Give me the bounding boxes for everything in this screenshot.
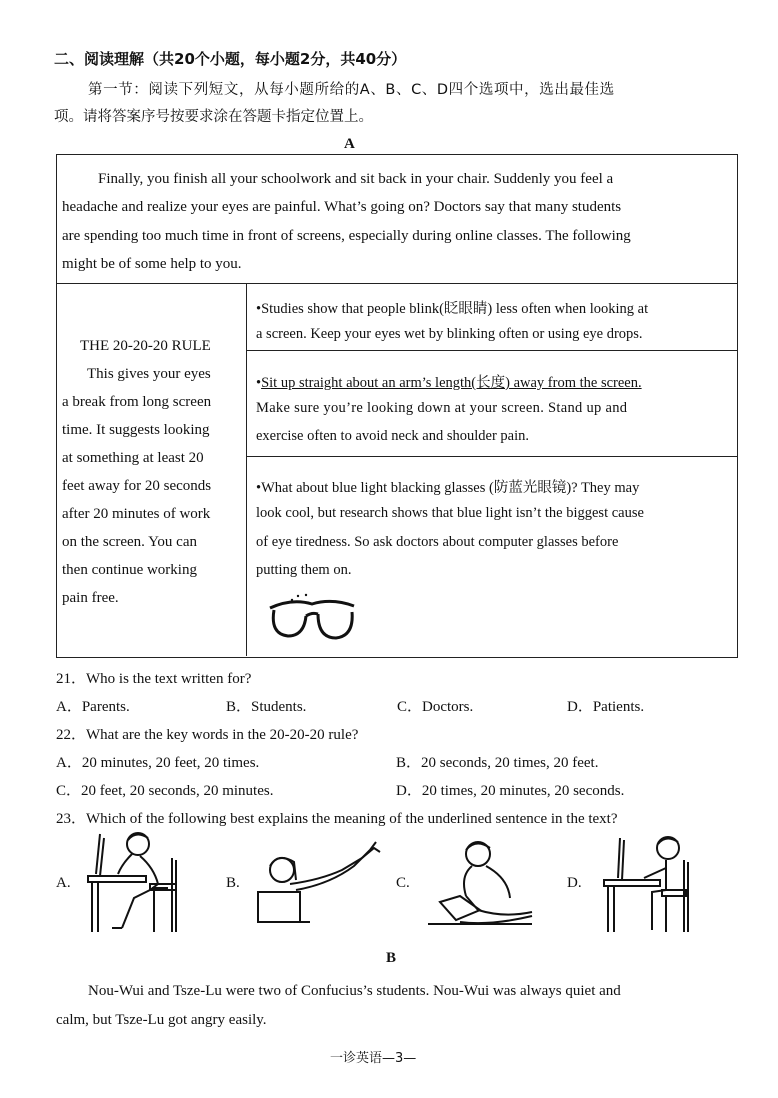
question-23-option-a[interactable]: A. xyxy=(56,875,71,891)
question-22-option-c[interactable]: C．20 feet, 20 seconds, 20 minutes. xyxy=(56,783,274,799)
rule-line-6: after 20 minutes of work xyxy=(62,506,211,522)
rule-line-9: pain free. xyxy=(62,590,119,606)
tip2-bullet: • xyxy=(256,375,262,391)
tip2-line-3: exercise often to avoid neck and shoulder pain. xyxy=(256,428,529,444)
question-21-option-c[interactable]: C．Doctors. xyxy=(397,699,474,715)
glasses-icon xyxy=(262,590,362,650)
tip2-line-1 xyxy=(256,371,642,392)
question-21-option-a[interactable]: A．Parents. xyxy=(56,699,130,715)
tip-divider-1 xyxy=(246,350,737,351)
tip1-line-2: a screen. Keep your eyes wet by blinking often or using eye drops. xyxy=(256,326,643,342)
question-21-option-b[interactable]: B．Students. xyxy=(226,699,307,715)
rule-line-5: feet away for 20 seconds xyxy=(62,478,212,494)
intro-line-2: headache and realize your eyes are painful. What’s going on? Doctors say that many students xyxy=(62,199,622,215)
person-sitting-upright-desk-icon[interactable] xyxy=(596,832,696,936)
passage-b-line-1: Nou-Wui and Tsze-Lu were two of Confucius’s students. Nou-Wui was always quiet and xyxy=(88,983,621,999)
question-22-stem: 22．What are the key words in the 20-20-20 rule? xyxy=(56,727,359,743)
question-23-option-c[interactable]: C. xyxy=(396,875,410,891)
question-21-stem: 21．Who is the text written for? xyxy=(56,671,252,687)
person-at-desk-slouching-icon[interactable] xyxy=(78,828,188,936)
passage-a-letter: A xyxy=(344,136,355,152)
intro-line-3: are spending too much time in front of screens, especially during online classes. The following xyxy=(62,228,631,244)
tip1-line-1: •Studies show that people blink(眨眼睛) less often when looking at xyxy=(256,301,649,317)
section-instruction-line-1: 第一节：阅读下列短文，从每小题所给的A、B、C、D四个选项中，选出最佳选 xyxy=(88,82,615,98)
rule-line-4: at something at least 20 xyxy=(62,450,204,466)
question-21-option-d[interactable]: D．Patients. xyxy=(567,699,645,715)
tip2-line-2: Make sure you’re looking down at your screen. Stand up and xyxy=(256,400,628,416)
question-23-option-b[interactable]: B. xyxy=(226,875,240,891)
question-23-stem: 23．Which of the following best explains the meaning of the underlined sentence in the text? xyxy=(56,811,618,827)
question-22-option-a[interactable]: A．20 minutes, 20 feet, 20 times. xyxy=(56,755,260,771)
rule-line-1: This gives your eyes xyxy=(87,366,211,382)
passage-b-letter: B xyxy=(386,950,397,966)
tip3-line-3: of eye tiredness. So ask doctors about computer glasses before xyxy=(256,534,619,550)
column-divider xyxy=(246,283,247,656)
tip3-line-1: •What about blue light blacking glasses (防蓝光眼镜)? They may xyxy=(256,480,640,496)
page-footer: 一诊英语—3— xyxy=(330,1051,417,1066)
intro-line-4: might be of some help to you. xyxy=(62,256,242,272)
rule-line-7: on the screen. You can xyxy=(62,534,197,550)
passage-b-line-2: calm, but Tsze-Lu got angry easily. xyxy=(56,1012,267,1028)
section-instruction-line-2: 项。请将答案序号按要求涂在答题卡指定位置上。 xyxy=(54,109,373,125)
section-title: 二、阅读理解（共20个小题，每小题2分，共40分） xyxy=(54,50,407,68)
intro-line-1: Finally, you finish all your schoolwork and sit back in your chair. Suddenly you feel a xyxy=(98,171,614,187)
rule-title: THE 20-20-20 RULE xyxy=(80,338,211,354)
question-23-option-d[interactable]: D. xyxy=(567,875,582,891)
person-lying-laptop-icon[interactable] xyxy=(250,840,385,930)
intro-divider xyxy=(56,283,737,284)
rule-line-2: a break from long screen xyxy=(62,394,212,410)
rule-line-8: then continue working xyxy=(62,562,197,578)
rule-line-3: time. It suggests looking xyxy=(62,422,210,438)
underlined-sentence: Sit up straight about an arm’s length(长度) away from the screen. xyxy=(261,375,642,391)
tip-divider-2 xyxy=(246,456,737,457)
person-sitting-floor-laptop-icon[interactable] xyxy=(420,836,540,928)
question-22-option-d[interactable]: D．20 times, 20 minutes, 20 seconds. xyxy=(396,783,625,799)
tip3-line-2: look cool, but research shows that blue light isn’t the biggest cause xyxy=(256,505,644,521)
tip3-line-4: putting them on. xyxy=(256,562,352,578)
question-22-option-b[interactable]: B．20 seconds, 20 times, 20 feet. xyxy=(396,755,599,771)
